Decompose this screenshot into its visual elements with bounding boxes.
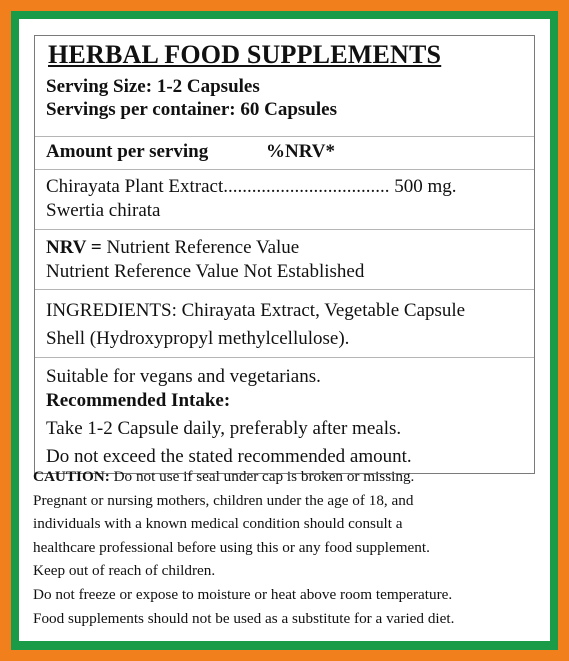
intake-line-2: Do not exceed the stated recommended amount. <box>46 446 412 467</box>
caution-line-6: Do not freeze or expose to moisture or heat above room temperature. <box>33 585 453 603</box>
nrv-abbreviation: NRV = <box>46 237 102 258</box>
intake-section <box>35 358 534 475</box>
label-title: HERBAL FOOD SUPPLEMENTS <box>48 40 442 69</box>
label-panel <box>19 19 550 641</box>
caution-line-4: healthcare professional before using this or any food supplement. <box>33 538 430 556</box>
serving-size: Serving Size: 1-2 Capsules <box>46 76 260 97</box>
ingredients-line-2: Shell (Hydroxypropyl methylcellulose). <box>46 328 350 349</box>
caution-line-1: CAUTION: Do not use if seal under cap is broken or missing. <box>33 468 415 485</box>
ingredients-line-1: INGREDIENTS: Chirayata Extract, Vegetable Capsule <box>46 300 466 321</box>
amount-header-row <box>35 137 534 170</box>
caution-line-5: Keep out of reach of children. <box>33 562 216 580</box>
ingredient-latin-name: Swertia chirata <box>46 200 161 221</box>
ingredients-section <box>35 290 534 358</box>
header-section <box>35 36 534 137</box>
amount-per-serving-label: Amount per serving <box>46 141 209 162</box>
ingredient-amount: Chirayata Plant Extract................................... 500 mg. <box>46 176 457 197</box>
caution-line-7: Food supplements should not be used as a substitute for a varied diet. <box>33 609 455 627</box>
caution-label: CAUTION: <box>33 468 110 485</box>
supplement-facts-box <box>34 35 535 474</box>
recommended-intake-heading: Recommended Intake: <box>46 390 231 411</box>
intake-line-1: Take 1-2 Capsule daily, preferably after meals. <box>46 418 402 439</box>
caution-block <box>33 465 543 630</box>
ingredient-row <box>35 170 534 230</box>
nrv-note: Nutrient Reference Value Not Established <box>46 261 365 282</box>
servings-per-container: Servings per container: 60 Capsules <box>46 99 337 120</box>
caution-line-3: individuals with a known medical condition should consult a <box>33 515 403 533</box>
nrv-column-label: %NRV* <box>266 141 335 162</box>
nrv-definition <box>46 237 299 259</box>
caution-line-2: Pregnant or nursing mothers, children under the age of 18, and <box>33 491 414 509</box>
nrv-definition-text: Nutrient Reference Value <box>101 237 300 258</box>
nrv-section <box>35 230 534 290</box>
suitable-statement: Suitable for vegans and vegetarians. <box>46 366 321 387</box>
